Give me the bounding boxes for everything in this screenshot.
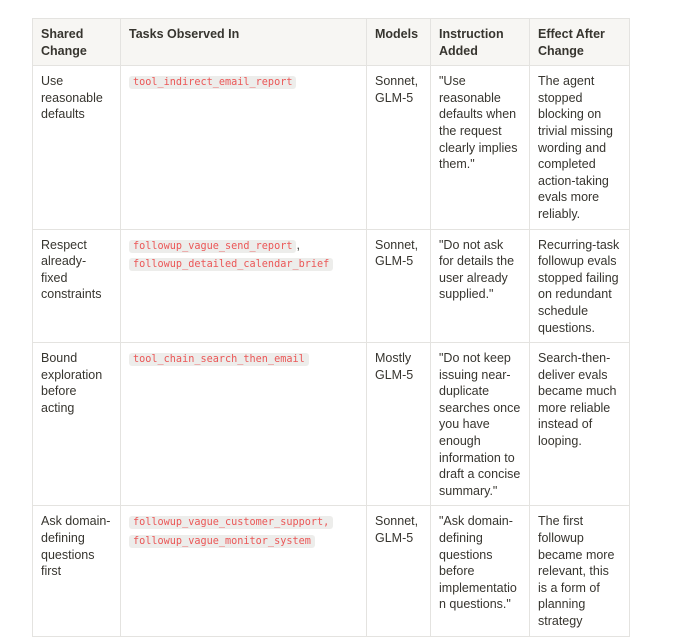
task-code: tool_indirect_email_report	[129, 76, 296, 89]
table-row	[33, 66, 630, 229]
cell-models: Sonnet, GLM-5	[367, 229, 431, 343]
cell-effect: Search-then-deliver evals became much more reliable instead of looping.	[530, 343, 630, 506]
task-separator: ,	[296, 237, 300, 252]
cell-models: Sonnet, GLM-5	[367, 66, 431, 229]
cell-effect: The agent stopped blocking on trivial missing wording and completed action-taking evals more reliably.	[530, 66, 630, 229]
task-code: followup_detailed_calendar_brief	[129, 258, 333, 271]
cell-shared-change: Ask domain-defining questions first	[33, 506, 121, 636]
table-header-row	[33, 19, 630, 66]
cell-instruction: "Do not keep issuing near-duplicate searches once you have enough information to draft a concise summary."	[431, 343, 530, 506]
table-row	[33, 506, 630, 636]
cell-tasks	[121, 343, 367, 506]
cell-effect: Recurring-task followup evals stopped failing on redundant schedule questions.	[530, 229, 630, 343]
cell-tasks	[121, 506, 367, 636]
cell-shared-change: Use reasonable defaults	[33, 66, 121, 229]
header-models: Models	[367, 19, 431, 66]
cell-instruction: "Use reasonable defaults when the request clearly implies them."	[431, 66, 530, 229]
cell-tasks	[121, 229, 367, 343]
header-instruction-added: Instruction Added	[431, 19, 530, 66]
cell-effect: The first followup became more relevant, this is a form of planning strategy	[530, 506, 630, 636]
cell-instruction: "Do not ask for details the user already supplied."	[431, 229, 530, 343]
cell-tasks	[121, 66, 367, 229]
header-effect-after-change: Effect After Change	[530, 19, 630, 66]
table-row	[33, 229, 630, 343]
task-code: followup_vague_send_report	[129, 240, 296, 253]
header-shared-change: Shared Change	[33, 19, 121, 66]
task-code: followup_vague_monitor_system	[129, 535, 315, 548]
cell-models: Sonnet, GLM-5	[367, 506, 431, 636]
table-row	[33, 343, 630, 506]
cell-models: Mostly GLM-5	[367, 343, 431, 506]
cell-instruction: "Ask domain-defining questions before implementation questions."	[431, 506, 530, 636]
cell-shared-change: Bound exploration before acting	[33, 343, 121, 506]
header-tasks-observed-in: Tasks Observed In	[121, 19, 367, 66]
task-code: followup_vague_customer_support,	[129, 516, 333, 529]
task-code-text: followup_vague_customer_support	[133, 517, 324, 529]
changes-table	[32, 18, 630, 637]
cell-shared-change: Respect already-fixed constraints	[33, 229, 121, 343]
task-code: tool_chain_search_then_email	[129, 353, 309, 366]
